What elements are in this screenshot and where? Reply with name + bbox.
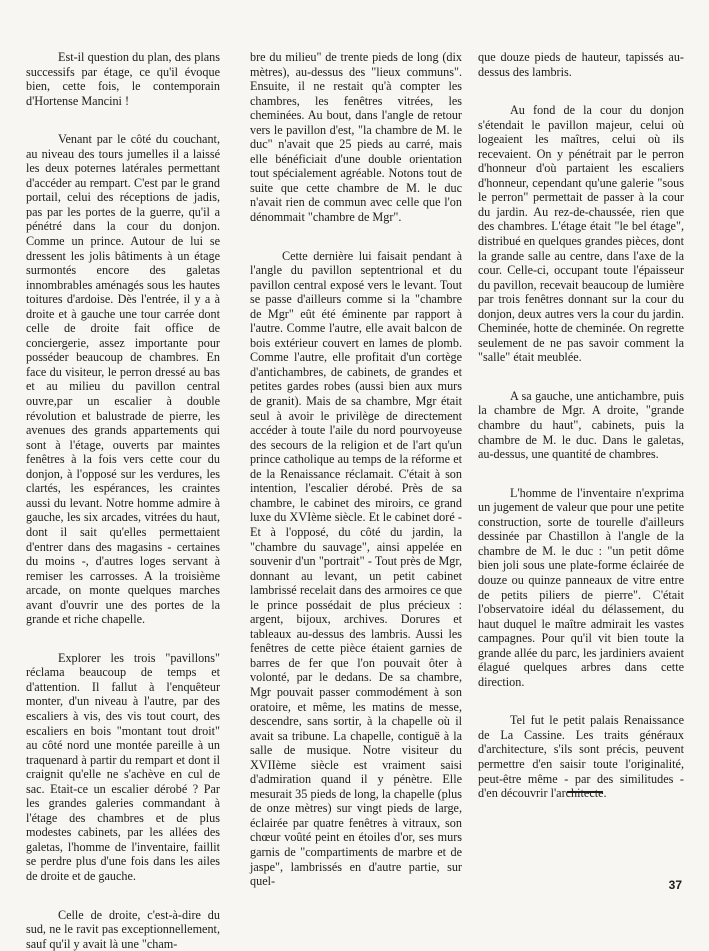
text-column-3 (478, 50, 684, 850)
paragraph: Tel fut le petit palais Renaissance de La Cassine. Les traits généraux d'architecture, s'ils sont précis, peuvent permettre d'en saisir toute l'originalité, peut-être même - par des similitudes - d'en découvrir l'architecte. (478, 713, 684, 801)
paragraph: Est-il question du plan, des plans successifs par étage, ce qu'il évoque bien, cette fois, le contemporain d'Hortense Mancini ! (26, 50, 220, 108)
paragraph: L'homme de l'inventaire n'exprima un jugement de valeur que pour une petite construction, sorte de tourelle d'ailleurs dessinée par Chastillon à l'angle de la chambre de M. le duc : "un petit dôme bien joli sous une plate-forme éclairée de douze ou quinze panneaux de vitre entre de petits piliers de pierre". C'était l'observatoire idéal du délassement, du haut duquel le maître admirait les vastes campagnes. Pour qu'il vit bien toute la grande allée du parc, les jardiniers avaient élagué quelques arbres dans cette direction. (478, 485, 684, 689)
text-column-1 (26, 50, 220, 951)
paragraph: Cette dernière lui faisait pendant à l'angle du pavillon septentrional et du pavillon central exposé vers le levant. Tout se passe d'ailleurs comme si la "chambre de Mgr" eût été éminente par rapport à l'autre. Comme l'autre, elle avait balcon de bois extérieur couvert en lames de plomb. Comme l'autre, elle profitait d'un cortège d'antichambres, de cabinets, de grandes et petites gardes robes (aussi bien aux murs de granit). Mais de sa chambre, Mgr était seul à avoir le privilège de directement accéder à toute l'aile du nord pourvoyeuse des secours de la religion et de l'art qu'un prince catholique au temps de la réforme et de la Renaissance réclamait. C'était à son intention, l'escalier dérobé. Près de sa chambre, le cabinet des miroirs, ce grand luxe du XVIème siècle. Et le cabinet doré - Et à l'opposé, du côté du jardin, la "chambre du sauvage", ainsi appelée en souvenir d'un "portrait" - Tout près de Mgr, donnant au levant, un petit cabinet lambrissé recelait dans des armoires ce que le prince possédait de plus précieux : argent, bijoux, archives. Dorures et tableaux au-dessus des lambris. Aussi les fenêtres de cette pièce étaient garnies de barres de fer que l'on pouvait ôter à volonté, par le dedans. De sa chambre, Mgr pouvait passer commodément à son oratoire, et même, les matins de messe, descendre, sans sortir, à la chapelle où il avait sa tribune. La chapelle, contiguë à la salle de musique. Notre visiteur du XVIIème siècle est vraiment saisi d'admiration quand il y pénètre. Elle mesurait 35 pieds de long, la chapelle (plus de onze mètres) sur vingt pieds de large, éclairée par quatre fenêtres à vitraux, son chœur voûté peint en étoiles d'or, ses murs garnis de "compartiments de marbre et de jaspe", lambrissés en d'autre partie, sur quel- (250, 248, 462, 889)
paragraph: A sa gauche, une antichambre, puis la chambre de Mgr. A droite, "grande chambre du haut", cabinets, puis la chambre de M. le duc. Dans le galetas, au-dessus, une quantité de chambres. (478, 388, 684, 462)
paragraph: Au fond de la cour du donjon s'étendait le pavillon majeur, celui où logeaient les maîtres, celui où ils recevaient. On y pénétrait par le perron d'honneur d'où partaient les escaliers d'honneur, cependant qu'une galerie "sous le perron" permettait de passer à la cour du jardin. Au rez-de-chaussée, rien que des chambres. L'étage était "le bel étage", distribué en quelques grandes pièces, dont la grande salle au centre, dans l'axe de la cour. Celle-ci, occupant toute l'épaisseur du pavillon, recevait beaucoup de lumière par trois fenêtres donnant sur la cour du donjon, deux autres vers la cour du jardin. Cheminée, hotte de cheminée. On regrette seulement de ne pas savoir comment la "salle" était meublée. (478, 103, 684, 365)
end-rule (567, 791, 603, 793)
paragraph: Venant par le côté du couchant, au niveau des tours jumelles il a laissé les deux poternes latérales permettant d'accéder au rempart. C'est par le grand portail, celui des réceptions de jadis, pas par les portes de la guerre, qu'il a pénétré dans la cour du donjon. Comme un prince. Autour de lui se dressent les jolis bâtiments à un étage surmontés encore des galetas innombrables aménagés sous les hautes toitures d'ardoise. Dès l'entrée, il y a à droite et à gauche une tour carrée dont celle de droite fait office de conciergerie, assez importante pour posséder beaucoup de chambres. En face du visiteur, le perron dressé au bas et au milieu du pavillon central ouvre,par un escalier à double révolution et balustrade de pierre, les avenues des grands appartements qui sont à l'étage, ouverts par maintes fenêtres à la fois vers cette cour du donjon, à l'opposé sur les verdures, les clartés, les espérances, les craintes aussi du levant. Notre homme admire à gauche, les six arcades, vitrées du haut, dont il sait qu'elles permettaient d'entrer dans des magasins - certaines du moins -, d'autres loges servant à remiser les carrosses. A la troisième arcade, on monte quelques marches avant d'ouvrir une des portes de la grande et riche chapelle. (26, 132, 220, 627)
paragraph: que douze pieds de hauteur, tapissés au-dessus des lambris. (478, 50, 684, 79)
paragraph: bre du milieu" de trente pieds de long (dix mètres), au-dessus des "lieux communs". Ensuite, il ne restait qu'à compter les chambres, les fenêtres vitrées, les cheminées. Au bout, dans l'angle de retour vers le pavillon d'est, "la chambre de M. le duc" n'avait que 25 pieds au carré, mais elle bénéficiait d'une double orientation tout spécialement agréable. Notons tout de suite que cette chambre de M. le duc n'avait rien de commun avec celle que l'on dénommait "chambre de Mgr". (250, 50, 462, 225)
page-number: 37 (668, 878, 682, 892)
paragraph: Celle de droite, c'est-à-dire du sud, ne le ravit pas exceptionnellement, sauf qu'il y avait là une "cham- (26, 907, 220, 951)
paragraph: Explorer les trois "pavillons" réclama beaucoup de temps et d'attention. Il fallut à l'enquêteur monter, d'un niveau à l'autre, par des escaliers à vis, des vis tout court, des escaliers en bois "montant tout droit" au côté nord une montée pareille à un traquenard à partir du rempart et dont il craignit qu'elle ne s'achève en cul de sac. Etait-ce un escalier dérobé ? Par les grandes galeries commandant à l'étage des chambres et de plus modestes cabinets, par les allées des galetas, l'homme de l'inventaire, faillit se perdre plus d'une fois dans les ailes de droite et de gauche. (26, 650, 220, 883)
text-column-2 (250, 50, 462, 889)
